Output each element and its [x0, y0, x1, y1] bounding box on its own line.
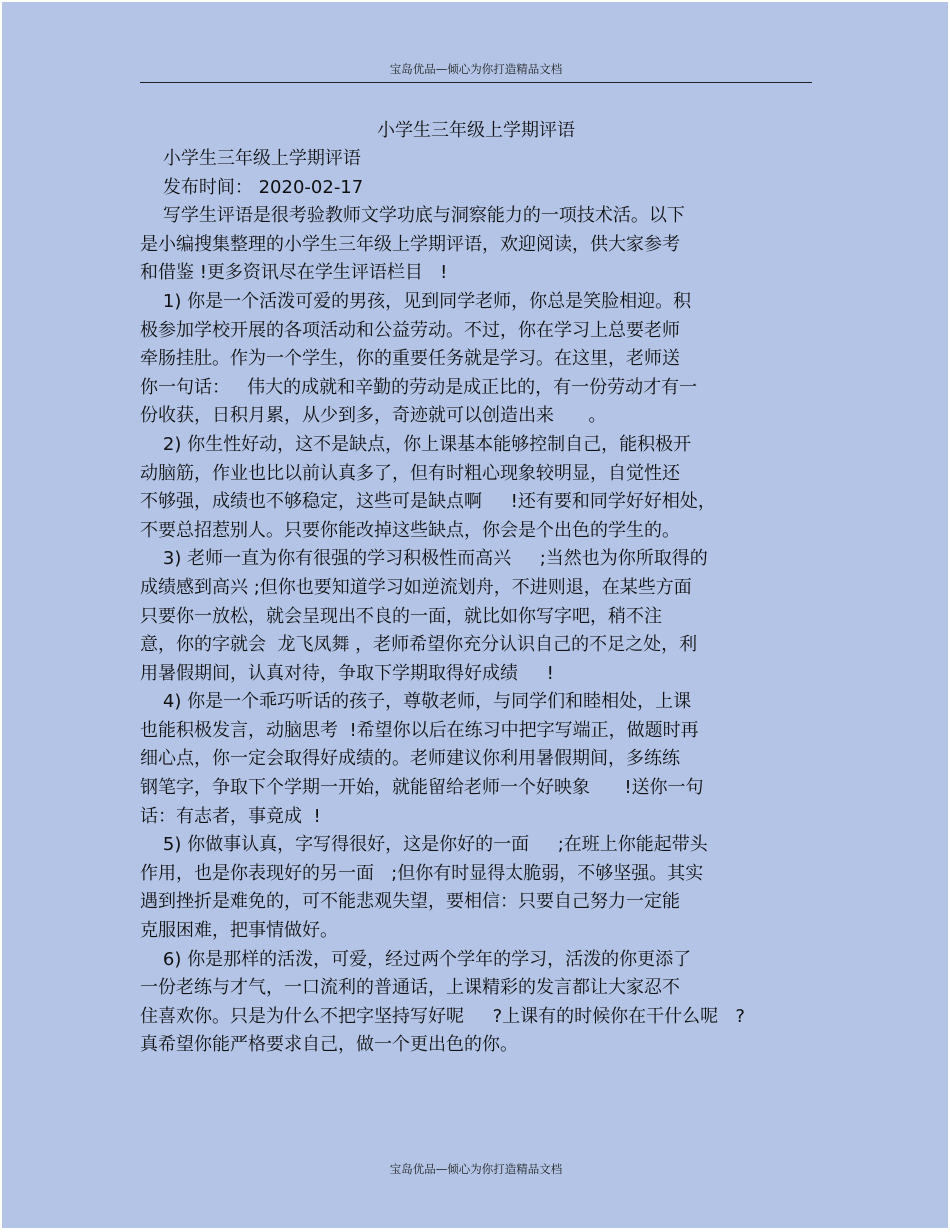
text-line: 用暑假期间，认真对待，争取下学期取得好成绩 ! [140, 662, 554, 684]
text-line: 只要你一放松，就会呈现出不良的一面，就比如你写字吧，稍不注 [140, 605, 662, 627]
publish-date-line: 发布时间： 2020-02-17 [140, 176, 364, 198]
text-line: 意，你的字就会 龙飞凤舞 ，老师希望你充分认识自己的不足之处，利 [140, 634, 698, 656]
text-line: 住喜欢你。只是为什么不把字坚持写好呢 ?上课有的时候你在干什么呢 ? [140, 1005, 745, 1027]
text-line: 作用，也是你表现好的另一面 ;但你有时显得太脆弱，不够坚强。其实 [140, 862, 704, 884]
text-line: 5) 你做事认真，字写得很好，这是你好的一面 ;在班上你能起带头 [140, 834, 708, 856]
text-line: 一份老练与才气，一口流利的普通话，上课精彩的发言都让大家忍不 [140, 977, 680, 999]
text-line: 动脑筋，作业也比以前认真多了，但有时粗心现象较明显，自觉性还 [140, 462, 680, 484]
text-line: 真希望你能严格要求自己，做一个更出色的你。 [140, 1034, 518, 1056]
text-line: 是小编搜集整理的小学生三年级上学期评语，欢迎阅读，供大家参考 [140, 233, 680, 255]
text-line: 话：有志者，事竟成 ! [140, 805, 321, 827]
text-line: 2) 你生性好动，这不是缺点，你上课基本能够控制自己，能积极开 [140, 433, 692, 455]
text-line: 不够强，成绩也不够稳定，这些可是缺点啊 !还有要和同学好好相处， [140, 491, 716, 513]
text-line: 4) 你是一个乖巧听话的孩子，尊敬老师，与同学们和睦相处，上课 [140, 691, 692, 713]
text-line: 牵肠挂肚。作为一个学生，你的重要任务就是学习。在这里，老师送 [140, 348, 680, 370]
text-line: 写学生评语是很考验教师文学功底与洞察能力的一项技术活。以下 [140, 205, 685, 227]
text-line: 你一句话： 伟大的成就和辛勤的劳动是成正比的，有一份劳动才有一 [140, 376, 698, 398]
page-header: 宝岛优品—倾心为你打造精品文档 [140, 60, 812, 83]
text-line: 不要总招惹别人。只要你能改掉这些缺点，你会是个出色的学生的。 [140, 519, 680, 541]
text-line: 细心点，你一定会取得好成绩的。老师建议你利用暑假期间，多练练 [140, 748, 680, 770]
text-line: 遇到挫折是难免的，可不能悲观失望，要相信：只要自己努力一定能 [140, 891, 680, 913]
text-line: 也能积极发言，动脑思考 !希望你以后在练习中把字写端正，做题时再 [140, 719, 699, 741]
document-body [140, 145, 840, 1060]
subtitle-line: 小学生三年级上学期评语 [140, 148, 361, 169]
text-line: 成绩感到高兴 ;但你也要知道学习如逆流划舟，不进则退，在某些方面 [140, 576, 692, 598]
text-line: 6) 你是那样的活泼，可爱，经过两个学年的学习，活泼的你更添了 [140, 948, 692, 970]
text-line: 3) 老师一直为你有很强的学习积极性而高兴 ;当然也为你所取得的 [140, 548, 708, 570]
document-page [2, 2, 948, 1228]
page-footer: 宝岛优品—倾心为你打造精品文档 [389, 1162, 563, 1176]
document-title: 小学生三年级上学期评语 [377, 120, 575, 141]
text-line: 份收获，日积月累，从少到多，奇迹就可以创造出来 。 [140, 405, 607, 427]
text-line: 1) 你是一个活泼可爱的男孩，见到同学老师，你总是笑脸相迎。积 [140, 290, 692, 312]
text-line: 钢笔字，争取下个学期一开始，就能留给老师一个好映象 !送你一句 [140, 777, 704, 799]
text-line: 和借鉴 !更多资讯尽在学生评语栏目 ! [140, 262, 448, 284]
text-line: 克服困难，把事情做好。 [140, 920, 338, 942]
text-line: 极参加学校开展的各项活动和公益劳动。不过，你在学习上总要老师 [140, 319, 680, 341]
